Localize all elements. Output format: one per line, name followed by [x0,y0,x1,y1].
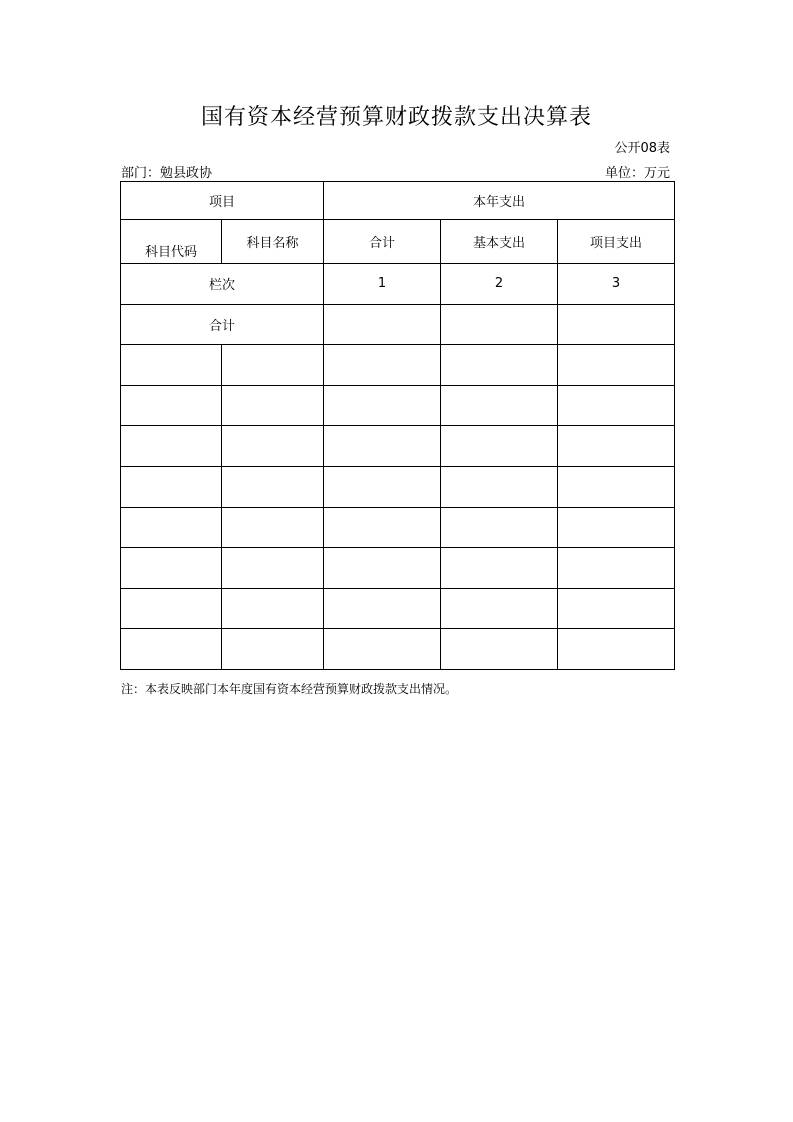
table-cell [222,466,324,507]
table-cell [121,507,222,548]
header-basic-expense: 基本支出 [441,220,558,264]
table-cell [121,629,222,670]
sequence-1: 1 [324,264,441,305]
table-cell [222,426,324,467]
table-cell [222,385,324,426]
table-cell [558,345,675,386]
table-cell [324,507,441,548]
table-cell [222,548,324,589]
table-cell [324,385,441,426]
sequence-row [121,264,675,305]
table-cell [222,345,324,386]
table-row [121,466,675,507]
table-cell [558,588,675,629]
total-project-cell [558,304,675,345]
table-cell [324,466,441,507]
header-subject-name: 科目名称 [222,220,324,264]
sequence-2: 2 [441,264,558,305]
table-cell [441,385,558,426]
table-row [121,588,675,629]
table-cell [441,426,558,467]
total-row [121,304,675,345]
table-note: 注：本表反映部门本年度国有资本经营预算财政拨款支出情况。 [121,682,458,696]
expense-table-body [121,182,675,670]
table-cell [324,548,441,589]
table-cell [558,426,675,467]
table-cell [121,588,222,629]
table-cell [222,507,324,548]
table-cell [558,385,675,426]
table-cell [441,588,558,629]
total-basic-cell [441,304,558,345]
header-expense: 本年支出 [324,182,675,220]
table-cell [324,629,441,670]
header-subject-code: 科目代码 [121,220,222,264]
table-cell [222,629,324,670]
total-label: 合计 [121,304,324,345]
table-cell [441,548,558,589]
table-row [121,345,675,386]
table-cell [558,466,675,507]
table-row [121,548,675,589]
table-cell [121,466,222,507]
header-row-columns [121,220,675,264]
table-cell [558,629,675,670]
department-label: 部门：勉县政协 [121,166,213,181]
table-row [121,629,675,670]
table-cell [121,385,222,426]
sequence-label: 栏次 [121,264,324,305]
document-title: 国有资本经营预算财政拨款支出决算表 [200,105,592,130]
expense-table [120,181,675,670]
header-project-expense: 项目支出 [558,220,675,264]
header-row-top [121,182,675,220]
header-total: 合计 [324,220,441,264]
table-cell [558,507,675,548]
table-cell [324,345,441,386]
total-cell [324,304,441,345]
table-cell [441,629,558,670]
table-cell [324,426,441,467]
table-cell [441,345,558,386]
table-row [121,426,675,467]
table-cell [121,426,222,467]
form-code: 公开08表 [614,141,670,156]
header-item: 项目 [121,182,324,220]
table-row [121,507,675,548]
unit-label: 单位：万元 [604,166,670,181]
table-cell [441,507,558,548]
sequence-3: 3 [558,264,675,305]
table-cell [441,466,558,507]
table-cell [121,345,222,386]
table-row [121,385,675,426]
table-cell [324,588,441,629]
table-cell [558,548,675,589]
table-cell [222,588,324,629]
table-cell [121,548,222,589]
